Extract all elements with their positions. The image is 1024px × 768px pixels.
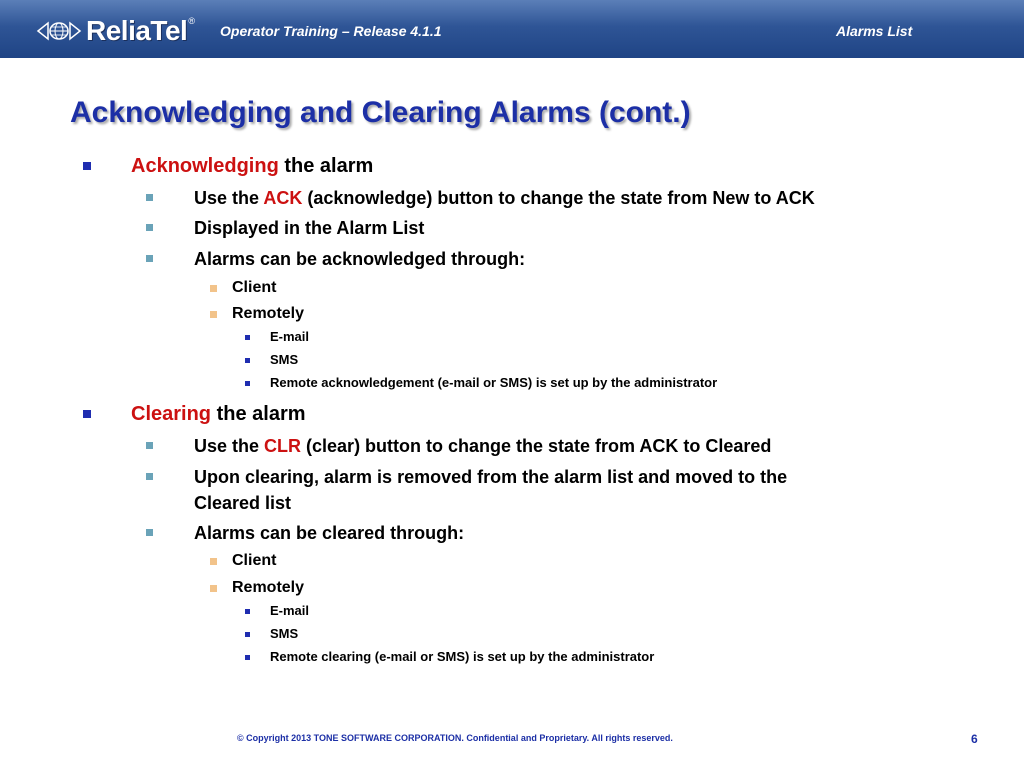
list-item-ack-sms [270, 352, 298, 368]
list-item-displayed [194, 215, 934, 241]
list-item-clear-remote-note [270, 649, 654, 665]
square-bullet-icon [146, 473, 153, 480]
item-text: E-mail [270, 329, 310, 344]
list-item-clear-sms [270, 626, 298, 642]
list-item-ack-through [194, 246, 934, 272]
square-bullet-icon [245, 655, 250, 660]
list-item-ack-client [232, 278, 276, 298]
item-text: Client [232, 552, 277, 569]
header-bar [0, 0, 1024, 58]
square-bullet-icon [210, 311, 217, 318]
list-item-ack-remote-note [270, 375, 717, 391]
section-title: Alarms List [836, 23, 913, 39]
logo-text: ReliaTel [86, 15, 188, 46]
list-item-upon-clearing [194, 464, 934, 516]
item-text: E-mail [270, 603, 310, 618]
list-item-use-ack [194, 185, 934, 211]
item-text: Remotely [232, 579, 305, 596]
item-text: (clear) button to change the state from ACK to Cleared [301, 436, 772, 456]
square-bullet-icon [83, 410, 91, 418]
item-text: SMS [270, 626, 299, 641]
page-number: 6 [971, 732, 978, 746]
square-bullet-icon [146, 442, 153, 449]
slide-title: Acknowledging and Clearing Alarms (cont.) [70, 96, 691, 129]
square-bullet-icon [245, 632, 250, 637]
list-item-clear-email [270, 603, 309, 619]
highlight-text: ACK [263, 188, 303, 208]
item-text: Displayed in the Alarm List [194, 218, 425, 238]
item-text: Remotely [232, 305, 305, 322]
square-bullet-icon [146, 194, 153, 201]
copyright-footer: © Copyright 2013 TONE SOFTWARE CORPORATION. Confidential and Proprietary. All rights reserved. [237, 733, 673, 743]
list-item-use-clr [194, 433, 934, 459]
square-bullet-icon [83, 162, 91, 170]
list-item-clear-remotely [232, 578, 304, 598]
item-text: SMS [270, 352, 299, 367]
list-item-clear-client [232, 551, 276, 571]
square-bullet-icon [146, 255, 153, 262]
square-bullet-icon [245, 609, 250, 614]
item-text: Remote acknowledgement (e-mail or SMS) is set up by the administrator [270, 375, 718, 390]
item-text: the alarm [278, 155, 374, 177]
item-text: the alarm [211, 403, 306, 425]
item-text: Client [232, 279, 277, 296]
item-text: (acknowledge) button to change the state from New to ACK [302, 188, 815, 208]
registered-mark: ® [188, 16, 195, 26]
list-item-clearing [131, 402, 306, 426]
highlight-text: CLR [264, 436, 302, 456]
list-item-ack-remotely [232, 304, 304, 324]
square-bullet-icon [210, 585, 217, 592]
highlight-text: Clearing [131, 403, 212, 425]
item-text: Remote clearing (e-mail or SMS) is set up by the administrator [270, 649, 655, 664]
item-text: Cleared list [194, 493, 292, 513]
list-item-ack-email [270, 329, 309, 345]
reliatel-logo [36, 15, 195, 47]
item-text: Use the [194, 188, 264, 208]
square-bullet-icon [146, 224, 153, 231]
item-text: Use the [194, 436, 265, 456]
square-bullet-icon [210, 558, 217, 565]
course-title: Operator Training – Release 4.1.1 [220, 23, 442, 39]
square-bullet-icon [210, 285, 217, 292]
list-item-acknowledging [131, 154, 373, 178]
item-text: Upon clearing, alarm is removed from the alarm list and moved to the [194, 467, 788, 487]
list-item-clear-through [194, 520, 934, 546]
globe-arrow-icon [36, 20, 82, 42]
item-text: Alarms can be cleared through: [194, 523, 465, 543]
square-bullet-icon [245, 358, 250, 363]
square-bullet-icon [146, 529, 153, 536]
square-bullet-icon [245, 335, 250, 340]
item-text: Alarms can be acknowledged through: [194, 249, 526, 269]
square-bullet-icon [245, 381, 250, 386]
highlight-text: Acknowledging [131, 155, 279, 177]
